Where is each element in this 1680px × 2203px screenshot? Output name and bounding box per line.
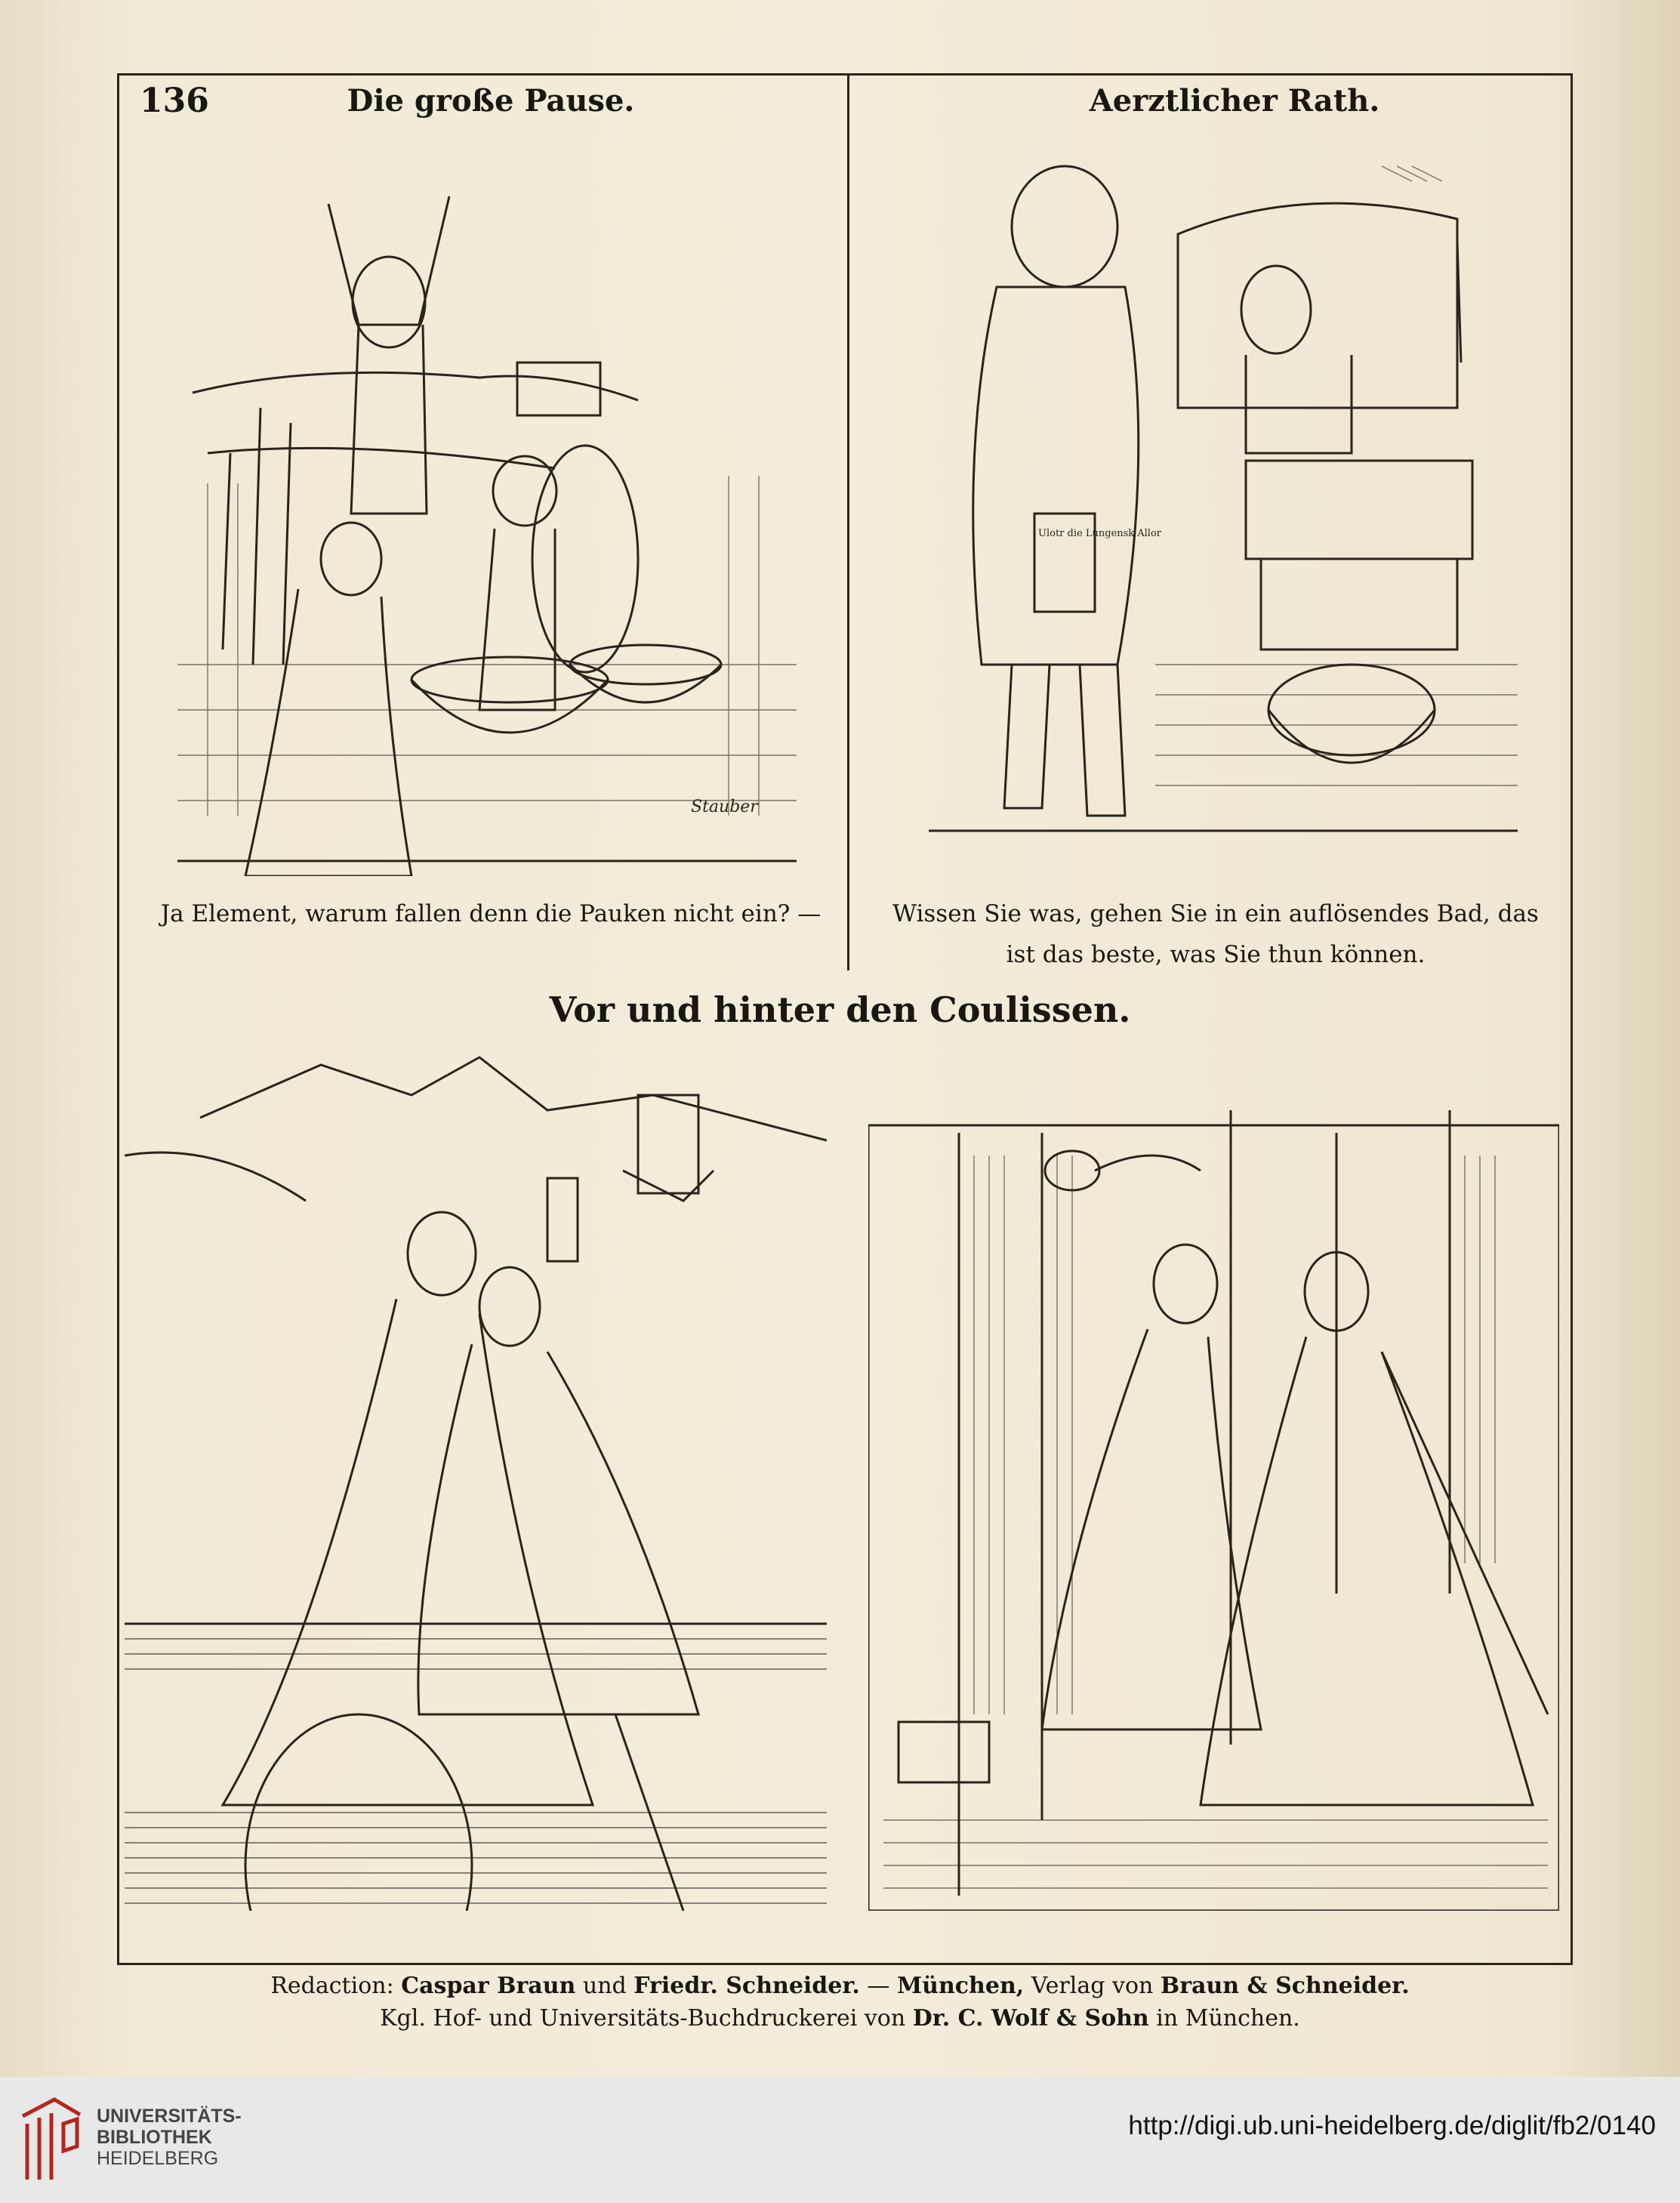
library-logo-icon[interactable]	[17, 2093, 85, 2187]
illustration-backstage	[868, 1065, 1559, 1911]
institution-line-3: HEIDELBERG	[97, 2148, 219, 2169]
title-aerztlicher-rath: Aerztlicher Rath.	[1089, 83, 1380, 119]
institution-line-2: BIBLIOTHEK	[97, 2127, 212, 2148]
illustration-orchestra	[162, 136, 812, 876]
caption-die-grosse-pause: Ja Element, warum fallen denn die Pauken nicht ein? —	[160, 900, 822, 927]
illustration-signature: Stauber	[691, 798, 758, 816]
imprint-printer-city: in München.	[1156, 2005, 1300, 2032]
imprint-publisher: Braun & Schneider.	[1160, 1973, 1410, 1999]
illustration-on-stage	[125, 1050, 827, 1911]
title-die-grosse-pause: Die große Pause.	[347, 83, 635, 119]
illustration-doctor	[929, 136, 1518, 876]
imprint-und: und	[582, 1973, 627, 1999]
imprint-dash: —	[867, 1973, 890, 1999]
institution-line-1: UNIVERSITÄTS-	[97, 2106, 242, 2127]
imprint-verlag: Verlag von	[1031, 1973, 1154, 1999]
imprint-printer: Dr. C. Wolf & Sohn	[912, 2005, 1149, 2032]
page-number: 136	[140, 82, 209, 120]
column-divider	[847, 73, 849, 970]
imprint-city: München,	[896, 1973, 1025, 1999]
bottle-label: Ulotr die Lungensk Allor	[1038, 528, 1162, 539]
imprint-line-2	[0, 2005, 1680, 2032]
caption-aerztlicher-rath: Wissen Sie was, gehen Sie in ein auflösendes Bad, das ist das beste, was Sie thun können.	[892, 900, 1539, 968]
imprint-line-1	[0, 1973, 1680, 1999]
section-title-coulissen: Vor und hinter den Coulissen.	[549, 989, 1131, 1030]
institution-name	[97, 2106, 242, 2169]
imprint-redaction-label: Redaction:	[270, 1973, 394, 1999]
permalink-url[interactable]: http://digi.ub.uni-heidelberg.de/diglit/fb2/0140	[1128, 2111, 1656, 2140]
imprint-printer-label: Kgl. Hof- und Universitäts-Buchdruckerei von	[380, 2005, 906, 2032]
imprint-editor-1: Caspar Braun	[401, 1973, 576, 1999]
imprint-editor-2: Friedr. Schneider.	[633, 1973, 860, 1999]
